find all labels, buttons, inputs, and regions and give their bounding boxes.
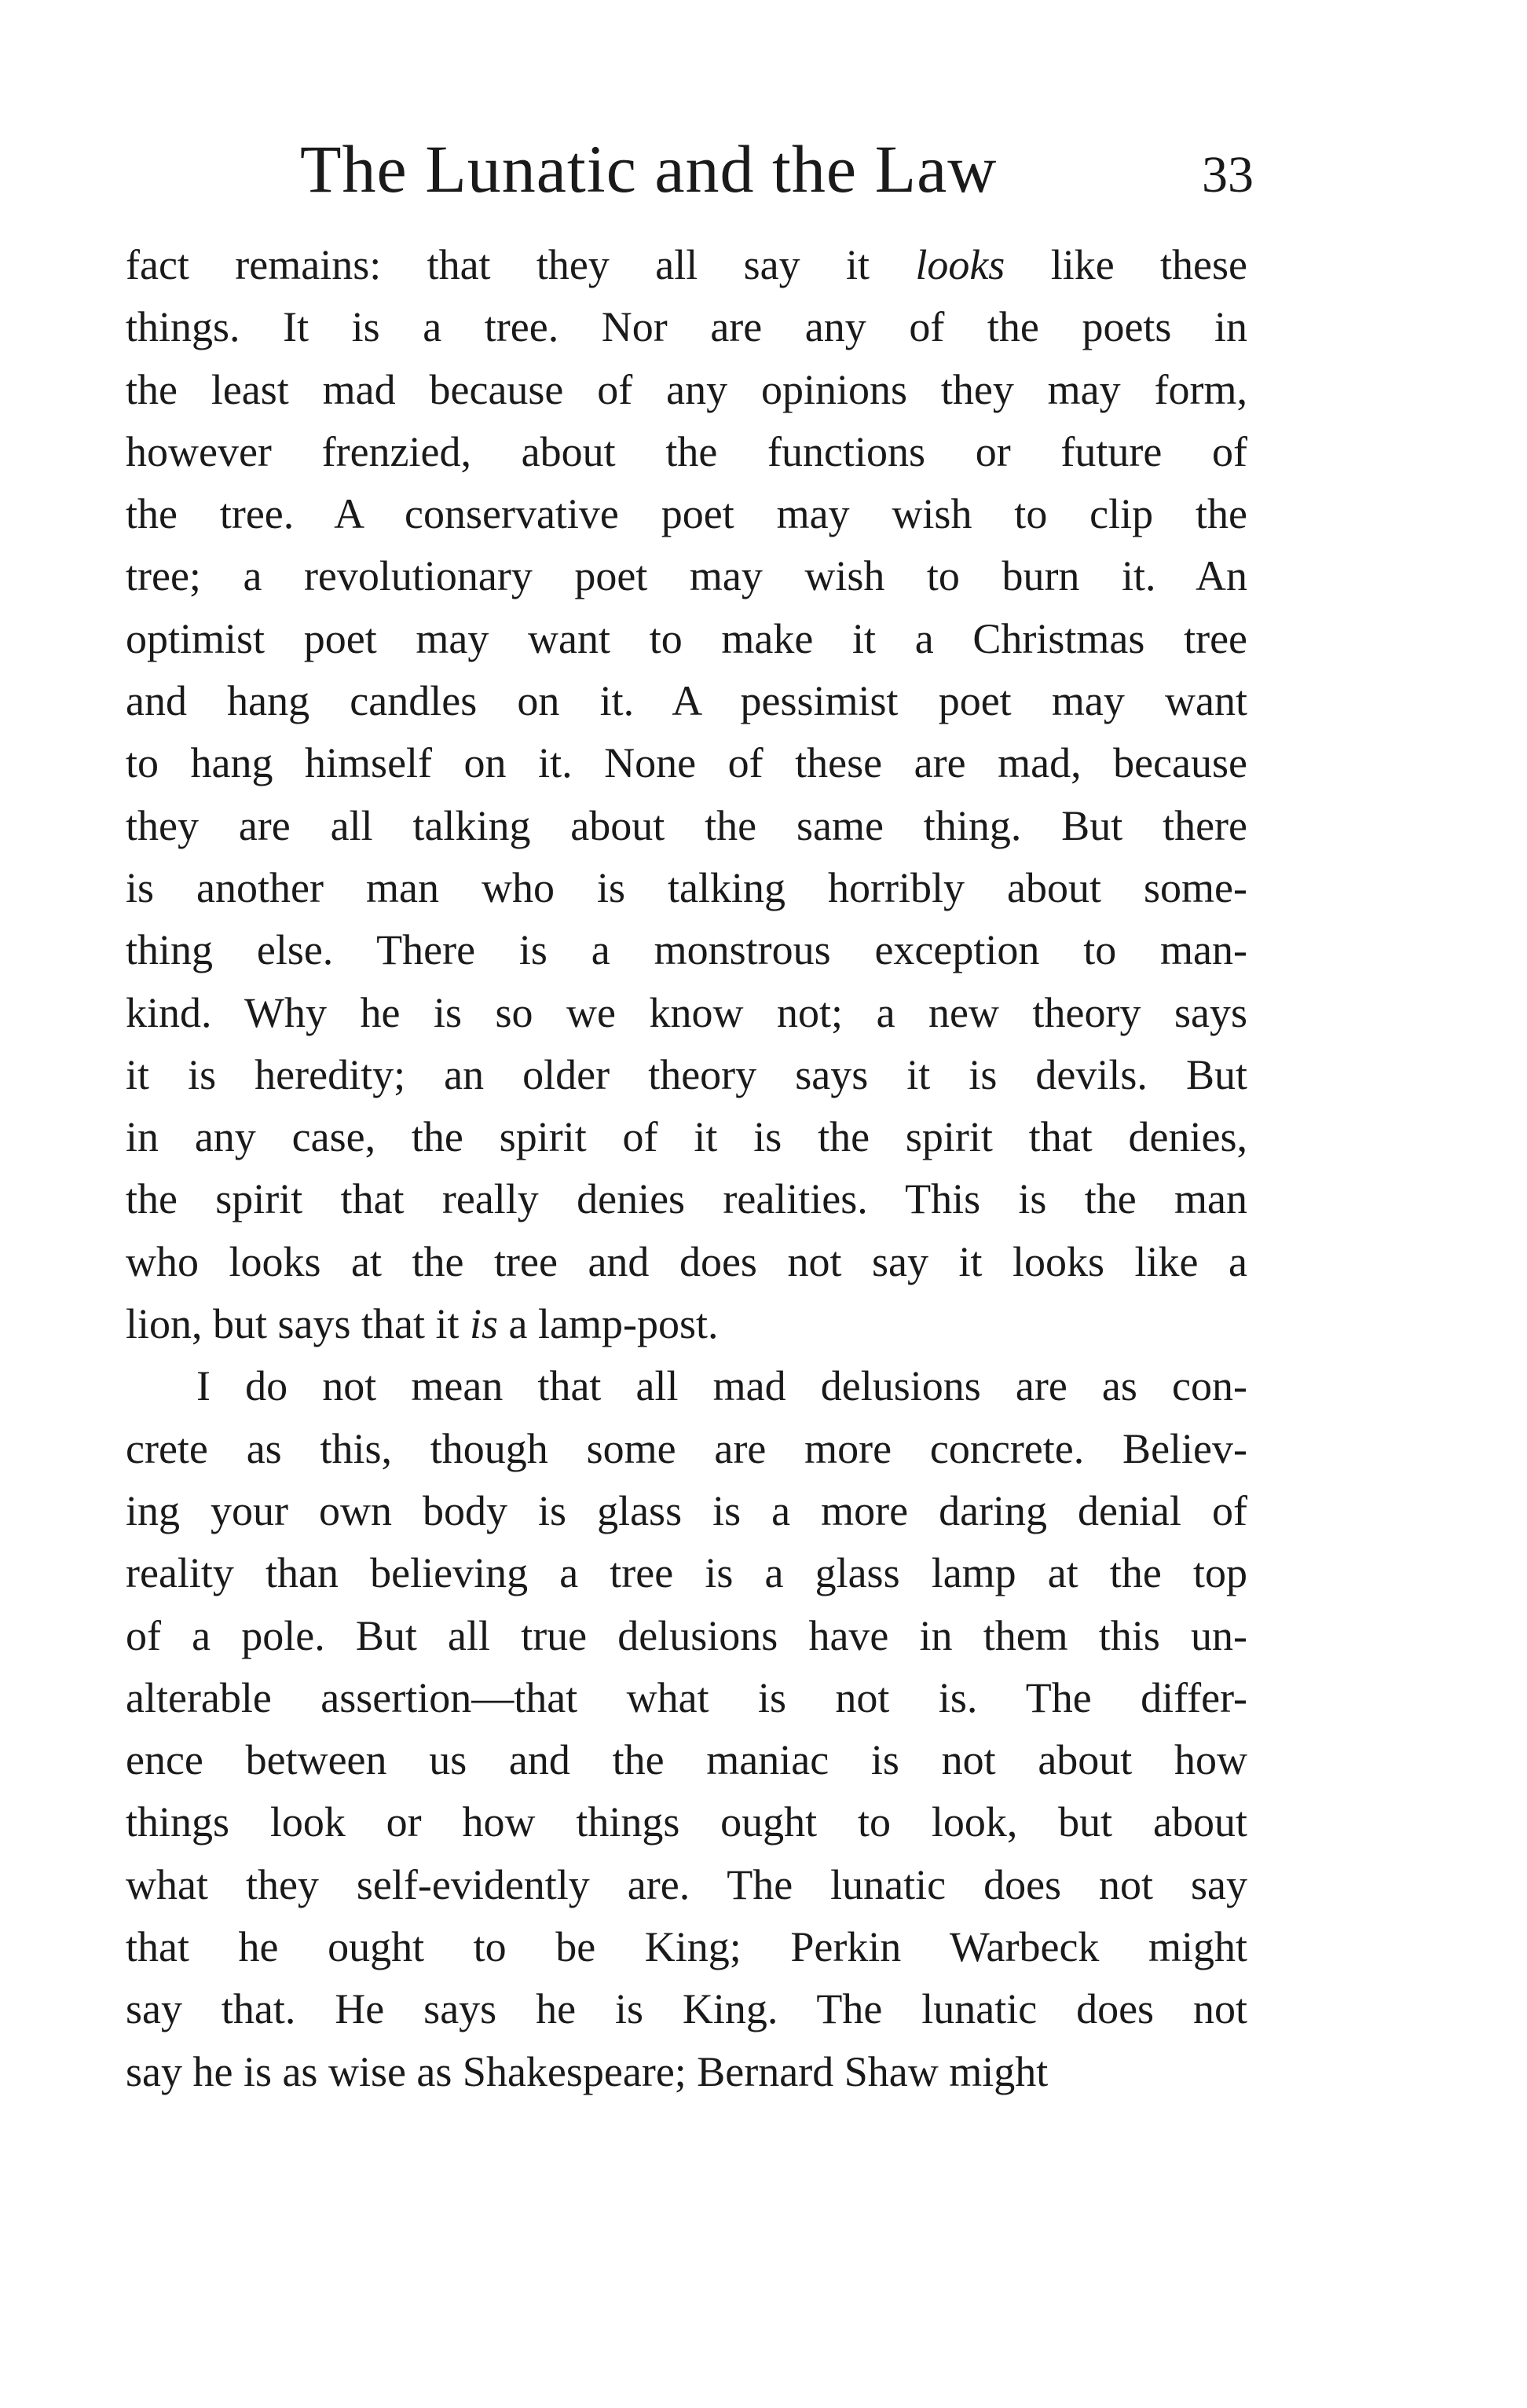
text-segment: the tree. A conservative poet may wish to clip the: [126, 490, 1247, 538]
text-line: [126, 234, 1247, 296]
text-segment: is another man who is talking horribly about some-: [126, 863, 1247, 911]
page-number: 33: [1202, 146, 1254, 203]
text-line: [126, 296, 1247, 358]
text-line: [126, 670, 1247, 732]
text-line: [126, 1231, 1247, 1293]
text-line: [126, 1355, 1247, 1417]
paragraph: [126, 1355, 1247, 2103]
text-line: [126, 732, 1247, 794]
text-line: [126, 1542, 1247, 1604]
text-segment: tree; a revolutionary poet may wish to burn it. An: [126, 552, 1247, 600]
text-segment: say that. He says he is King. The lunatic does not: [126, 1985, 1247, 2033]
text-segment: what they self-evidently are. The lunatic does not say: [126, 1860, 1247, 1908]
text-line: [126, 1791, 1247, 1853]
text-segment: thing else. There is a monstrous exception to man-: [126, 926, 1247, 974]
text-line: [126, 1916, 1247, 1978]
text-line: [126, 1168, 1247, 1230]
text-line: [126, 857, 1247, 919]
text-line: [126, 1667, 1247, 1729]
body-text: [126, 234, 1247, 2103]
text-segment: it is heredity; an older theory says it is devils. But: [126, 1050, 1247, 1098]
text-segment: and hang candles on it. A pessimist poet may want: [126, 677, 1247, 725]
italic-text: is: [470, 1300, 499, 1348]
text-segment: kind. Why he is so we know not; a new theory says: [126, 988, 1247, 1036]
text-line: [126, 919, 1247, 981]
text-segment: things. It is a tree. Nor are any of the poets in: [126, 303, 1247, 351]
text-segment: like these: [1005, 241, 1247, 288]
text-line: [126, 795, 1247, 857]
text-segment: say he is as wise as Shakespeare; Bernard Shaw might: [126, 2047, 1049, 2095]
text-segment: of a pole. But all true delusions have in them this un-: [126, 1611, 1247, 1659]
text-line: [126, 545, 1247, 607]
text-segment: who looks at the tree and does not say it looks like a: [126, 1237, 1247, 1285]
running-title: The Lunatic and the Law: [300, 131, 998, 207]
italic-text: looks: [915, 241, 1005, 288]
text-segment: reality than believing a tree is a glass lamp at the top: [126, 1549, 1247, 1597]
text-segment: ence between us and the maniac is not about how: [126, 1736, 1247, 1784]
text-segment: optimist poet may want to make it a Christmas tree: [126, 614, 1247, 662]
text-line: [126, 421, 1247, 483]
text-segment: alterable assertion—that what is not is. The differ-: [126, 1673, 1247, 1721]
text-segment: they are all talking about the same thing. But there: [126, 801, 1247, 849]
text-segment: I do not mean that all mad delusions are as con-: [196, 1362, 1247, 1410]
text-line: [126, 2041, 1247, 2103]
text-segment: lion, but says that it: [126, 1300, 470, 1348]
text-line: [126, 1106, 1247, 1168]
text-segment: in any case, the spirit of it is the spirit that denies,: [126, 1113, 1247, 1161]
text-segment: the spirit that really denies realities. This is the man: [126, 1175, 1247, 1223]
text-line: [126, 1418, 1247, 1480]
text-segment: the least mad because of any opinions they may form,: [126, 365, 1247, 413]
text-line: [126, 483, 1247, 545]
text-line: [126, 359, 1247, 421]
text-line: [126, 1293, 1247, 1355]
running-head: [0, 126, 1527, 212]
text-segment: however frenzied, about the functions or future of: [126, 427, 1247, 475]
text-line: [126, 608, 1247, 670]
text-segment: to hang himself on it. None of these are mad, because: [126, 739, 1247, 787]
text-segment: fact remains: that they all say it: [126, 241, 916, 288]
text-segment: that he ought to be King; Perkin Warbeck might: [126, 1923, 1247, 1971]
text-line: [126, 1480, 1247, 1542]
text-segment: things look or how things ought to look, but about: [126, 1798, 1247, 1846]
text-segment: crete as this, though some are more concrete. Believ-: [126, 1424, 1247, 1472]
text-segment: ing your own body is glass is a more daring denial of: [126, 1486, 1247, 1534]
text-line: [126, 982, 1247, 1044]
text-line: [126, 1854, 1247, 1916]
text-line: [126, 1978, 1247, 2040]
text-line: [126, 1729, 1247, 1791]
paragraph: [126, 234, 1247, 1355]
text-line: [126, 1605, 1247, 1667]
text-segment: a lamp-post.: [498, 1300, 719, 1348]
text-line: [126, 1044, 1247, 1106]
